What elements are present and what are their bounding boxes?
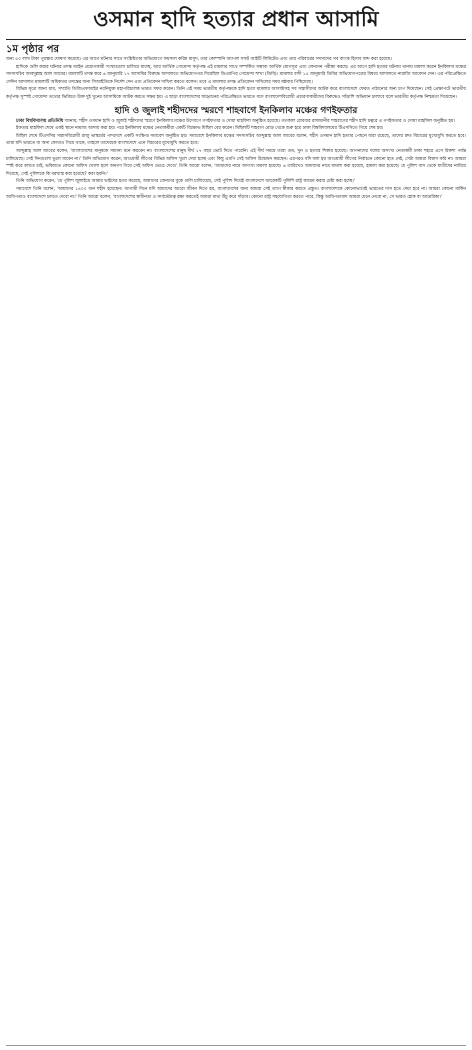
bottom-rule	[6, 1045, 466, 1046]
paragraph: জন্য ৫০ লাখ টাকা পুরস্কার ঘোষণা করেছে। এর আগে ঘটনার সাথে সংশ্লিষ্টতার অভিযোগে ফয়সাল করিম মাসুদ, তার কোম্পানি অ্যাপল সফট আইটি লিমিটেড এবং তার পরিবারের সদস্যদের সব ব্যাংক হিসাব জব্দ করা হয়েছে।	[6, 57, 392, 62]
paragraph: ইফতার মাহফিল শেষে একই স্থানে নামাজ আদায় করা হয়। পরে ইনকিলাব মঞ্চের নেতাকর্মীরা একটি বিক্ষোভ মিছিল বের করেন। মিছিলটি শাহবাগ মোড় থেকে শুরু হয়ে ঢাকা বিশ্ববিদ্যালয়ের টিএসসিতে গিয়ে শেষ হয়।	[16, 126, 384, 132]
paragraph: মিছিল শেষে টিএসসির সন্ত্রাসবিরোধী রাজু ভাস্কর্যের পাদদেশে একটি সংক্ষিপ্ত সমাবেশ অনুষ্ঠিত হয়। সমাবেশে ইনকিলাব মঞ্চের সদস্যসচিব আব্দুল্লাহ আল জাবের বলেন, শহীদ ওসমান হাদি হত্যার পেছনে যারা রয়েছে, তাদের দ্রুত বিচারের মুখোমুখি করতে হবে। তারা যদি ভারতে বা অন্য কোথাও গিয়ে থাকে, তাহলে তাদেরকে বাংলাদেশে এনে বিচারের মুখোমুখি করতে হবে।	[6, 133, 466, 147]
byline-text: জানায়, শহীদ ওসমান হাদি ও জুলাই শহীদদের স্মরণে ইনকিলাব মঞ্চের উদ্যোগে গণইফতার ও দোয়া মাহফিল অনুষ্ঠিত হয়েছে। গতকাল রোববার রাজধানীর শাহবাগের শহীদ হাদি চত্বরে এ গণইফতার ও দোয়া মাহফিল অনুষ্ঠিত হয়।	[63, 118, 455, 124]
paragraph: আব্দুল্লাহ আল জাবের বলেন, 'বাংলাদেশের মানুষকে সামান্য মনে করবেন না। বাংলাদেশের মানুষ দীর্ঘ ১৭ বছর ভোট দিতে পারেনি। এই দীর্ঘ সময়ে তারা গুম, খুন ও হত্যার শিকার হয়েছে। আপনাদের দলের অসংখ্য নেতাকর্মী ঢাকা শহরে এসে রিকশা পর্যন্ত চালিয়েছে। সেই দিনগুলো ভুলে যাবেন না।' তিনি অভিযোগ করেন, আওয়ামী লীগের বিভিন্ন অফিস খুলে দেয়া হচ্ছে এবং কিছু এমপি সেই অফিস উদ্বোধন করছেন। এরপরও যদি বলা হয় আওয়ামী লীগের নির্বাচনে কোনো হাত নেই, সেটা আমরা বিশ্বাস করি না। আমরা স্পষ্ট করে বলতে চাই, ভবিষ্যতে কোনো অফিস খোলা হলে জনগণ গিয়ে সেই অফিস ভেঙে দেবে।' তিনি আরো বলেন, 'আমাদের নামে অসংখ্য মামলা হয়েছে। ৬ তারিখেও আমাদের নামে মামলা করা হয়েছে, হামলা করা হয়েছে। যে পুলিশ বাস থেকে যাত্রীদের নামিয়ে দিয়েছে, সেই পুলিশকে কি বরখাস্ত করা হয়েছে? করা হয়নি।'	[6, 148, 466, 177]
headline-rule	[6, 39, 466, 40]
paragraph: হাদিকে গুলি করার ঘটনার তদন্ত আইন প্রয়োগকারী সংস্থাগুলো চালিয়ে যাচ্ছে, আর আর্থিক গোয়েন্দা কর্তৃপক্ষ এই মামলার সাথে সম্পর্কিত সম্ভাব্য আর্থিক যোগসূত্র এবং লেনদেন পরীক্ষা করছে। এর আগে হাদি হত্যার ঘটনায় থানায় মামলা করেন ইনকিলাব মঞ্চের সদস্যসচিব আবদুল্লাহ আল জাবের। মামলাটি তদন্ত করে ৬ জানুয়ারি ১৭ আসামির বিরুদ্ধে আদালতে অভিযোগপত্র দিয়েছিল ডিএমপির গোয়েন্দা শাখা (ডিবি)। মামলার বাদী ১৫ জানুয়ারি ডিবির অভিযোগপত্রের বিষয়ে আদালতে নারাজি আবেদন দেন। এর পরিপ্রেক্ষিতে সেদিন আদালত মামলাটি অধিকতর তদন্তের জন্য সিআইডিকে নির্দেশ দেন এবং প্রতিবেদন দাখিল করতে বলেন। তবে এ মামলার তদন্ত প্রতিবেদন দাখিলের সময় ষষ্ঠবার পিছিয়েছে।	[6, 64, 466, 85]
continued-label: ১ম পৃষ্ঠার পর	[6, 44, 59, 55]
byline: ঢাকা বিশ্ববিদ্যালয় প্রতিনিধি	[16, 118, 64, 124]
headline: ওসমান হাদি হত্যার প্রধান আসামি	[93, 7, 379, 31]
subheading: হাদি ও জুলাই শহীদদের স্মরণে শাহবাগে ইনকিলাব মঞ্চের গণইফতার	[114, 105, 358, 116]
paragraph: তিনি অভিযোগ করেন, 'যে পুলিশ জুলাইয়ে আমার ভাইদের হত্যা করেছে, আমাদের বোনদের বুকে গুলি চালিয়েছে, সেই পুলিশ দিয়েই বাংলাদেশে আরেকটি পুলিশি রাষ্ট্র কায়েম করার চেষ্টা করা হচ্ছে।'	[16, 179, 356, 185]
paragraph: সমাবেশে তিনি বলেন, 'আমাদের ১৪০০ জন শহীদ হয়েছেন। আগামী দিনে যদি আমাদের আরো জীবন দিতে হয়, বাংলাদেশের জন্য আমরা সেই ত্যাগ স্বীকার করতে প্রস্তুত। বাংলাদেশকে কোনোভাবেই ভারতের দাস হতে দেয়া হবে না। আমরা কোনো মার্কিন আধিপত্যও বাংলাদেশে চলতে দেবো না।' তিনি আরো বলেন, 'বাংলাদেশের স্বাধীনতা ও সার্বভৌমত্ব রক্ষা করতেই আমরা মাথা উঁচু করে দাঁড়াব। কোনো রাষ্ট্র সহযোগিতা করতে পারে, কিন্তু আধিপত্যবাদ আমরা মেনে নেবো না, সে ভারত হোক বা আমেরিকা।'	[6, 186, 466, 200]
byline-paragraph	[6, 118, 466, 126]
paragraph: বিভিন্ন সূত্রে জানা যায়, সম্প্রতি ডিজিএফআইর নবনিযুক্ত মহাপরিচালক ভারত সফর করেন। তিনি এই সময় ভারতীয় কর্তৃপক্ষকে হাদি হত্যা মামলার আসামিসহ সব সন্ত্রাসীদের আটক করে বাংলাদেশে ফেরত পাঠানোর জন্য চাপ দিয়েছেন। সেই প্রেক্ষাপটে ভারতীয় কর্তৃপক্ষ সুস্পষ্ট গোয়েন্দা তথ্যের ভিত্তিতে উক্ত দুই খুনের আসামিকে আটক করতে সক্ষম হয়। এ ছাড়া বাংলাদেশের আহ্বানের পরিপ্রেক্ষিতে ভারতে বসে বাংলাদেশবিরোধী প্রচারণাকারীদের বিরুদ্ধেও সাঁড়াশি অভিযান চালাবে বলে ভারতীয় কর্তৃপক্ষ নিশ্চয়তা দিয়েছেন।	[6, 87, 466, 100]
